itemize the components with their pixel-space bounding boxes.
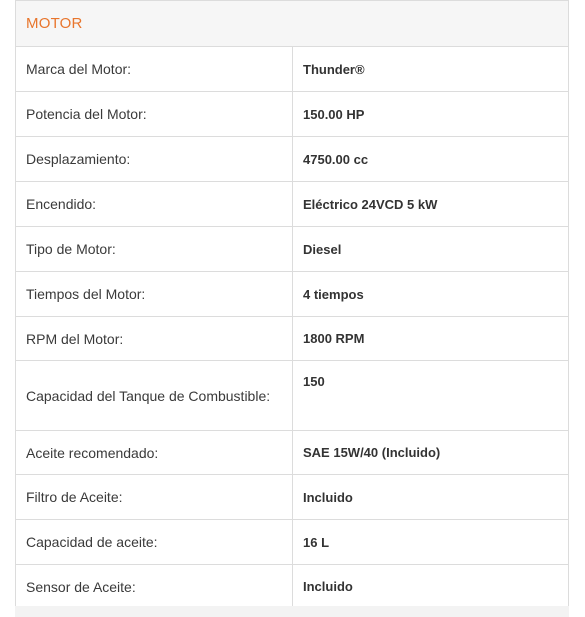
table-row [16,317,568,361]
spec-label: Tiempos del Motor: [16,272,293,316]
table-row [16,137,568,182]
spec-label: Marca del Motor: [16,47,293,91]
spec-label: Capacidad del Tanque de Combustible: [16,361,293,430]
spec-label: Capacidad de aceite: [16,520,293,564]
spec-label: Desplazamiento: [16,137,293,181]
table-row [16,520,568,565]
section-title: MOTOR [26,15,83,32]
spec-value: 1800 RPM [303,331,365,346]
spec-value: Eléctrico 24VCD 5 kW [303,196,438,212]
bottom-divider [15,606,569,617]
table-row [16,272,568,317]
table-row [16,431,568,475]
spec-value: 4 tiempos [303,286,364,302]
table-row [16,92,568,137]
spec-section-header [16,1,568,47]
table-row [16,361,568,431]
spec-label: Sensor de Aceite: [16,565,293,608]
spec-value: SAE 15W/40 (Incluido) [303,445,441,460]
table-row [16,565,568,609]
table-row [16,227,568,272]
spec-label: Aceite recomendado: [16,431,293,474]
spec-label: RPM del Motor: [16,317,293,360]
spec-value: Incluido [303,579,353,594]
spec-value: 150.00 HP [303,106,365,122]
spec-table-motor [15,0,569,609]
spec-label: Tipo de Motor: [16,227,293,271]
spec-value: 4750.00 cc [303,151,369,167]
table-row [16,182,568,227]
spec-label: Potencia del Motor: [16,92,293,136]
table-row [16,475,568,520]
spec-value: 16 L [303,534,330,550]
spec-label: Encendido: [16,182,293,226]
spec-value: 150 [303,374,325,389]
spec-value: Diesel [303,241,342,257]
spec-value: Thunder® [303,61,365,77]
table-row [16,47,568,92]
spec-value: Incluido [303,489,353,505]
spec-label: Filtro de Aceite: [16,475,293,519]
